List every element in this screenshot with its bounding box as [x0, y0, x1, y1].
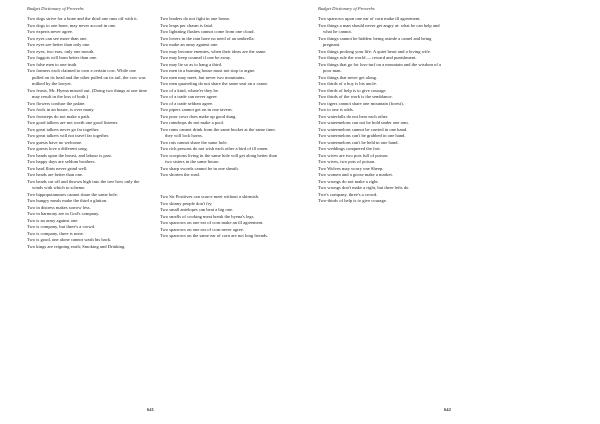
proverb-entry: Two thirds of a boy is his uncle.	[318, 81, 377, 86]
proverb-entry: Two women and a goose make a market.	[318, 172, 393, 177]
proverb-entry: Two eyes, two ears, only one mouth.	[27, 48, 95, 54]
proverb-entry: Two wrongs don't make a right, but three lefts do.	[318, 185, 410, 190]
proverb-entry: Two faggots will burn better than one.	[27, 55, 98, 60]
proverb-entry: Two dogs strive for a bone and the third one runs off with it.	[27, 16, 138, 21]
proverb-entry: Two smells of cooking meat break the hyena's legs.	[160, 213, 255, 219]
proverb-entry: Two leaps per chasm is fatal.	[160, 22, 214, 28]
proverb-entry: Two poor cows does make up good dung.	[160, 113, 237, 119]
proverb-entry: Two wrongs do not make a right.	[318, 178, 379, 184]
proverb-entry: Two scorpions living in the same hole will get along better than two sisters in the same house.	[160, 152, 277, 164]
proverb-entry: Two watermelons can't be grabbed in one hand.	[318, 133, 406, 138]
proverb-entry: Two pipers cannot get on in one tavern.	[160, 107, 233, 112]
page-number: 642	[444, 407, 451, 412]
proverb-entry: Two farmers each claimed to own a certain cow. While one pulled on its head and the other pulled on its tail, the cow was milked by the lawyer.	[27, 68, 146, 86]
proverb-entry: Two Sir Positives can scarce meet without a skirmish.	[160, 194, 260, 200]
entry-gap	[160, 183, 282, 190]
proverb-entry: Two-thirds of help is to give courage.	[318, 198, 387, 203]
proverb-entry: Two is company, but three's a crowd.	[27, 224, 96, 229]
proverb-entry: Two sparrows on the same ear of corn are not long friends.	[160, 233, 269, 239]
proverb-entry: Two in distress makes sorrow less.	[27, 204, 91, 210]
proverb-entry: Two may lie so as to hang a third.	[160, 61, 223, 67]
proverb-entry: Two watermelons cannot be carried in one hand.	[318, 126, 408, 132]
left-column	[318, 16, 442, 205]
proverb-entry: Two experts never agree.	[27, 29, 74, 34]
proverb-entry: Two rats cannot share the same hole.	[160, 139, 228, 145]
page-number: 641	[147, 407, 154, 412]
proverb-entry: Two things that go for loss-turf on a mountain and the wisdom of a poor man.	[318, 61, 442, 73]
proverb-entry: Two false men to one truth.	[27, 61, 78, 67]
proverb-entry: Two heads are better than one.	[27, 172, 84, 177]
right-page	[300, 0, 600, 424]
left-column	[27, 16, 147, 250]
proverb-entry: Two hands upon the breast, and labour is past.	[27, 152, 112, 158]
right-column	[160, 16, 282, 240]
proverb-entry: Two guests love a different song.	[27, 146, 88, 151]
proverb-entry: Two waterfalls do not hear each other.	[318, 113, 389, 119]
proverb-entry: Two small antelopes can beat a big one.	[160, 207, 234, 213]
proverb-entry: Two thirds of the work is the semblance.	[318, 94, 393, 99]
proverb-entry: Two hard flints never grind well.	[27, 165, 88, 171]
proverb-entry: Two of a kind, whate'er they be.	[160, 87, 219, 93]
proverb-entry: Two great talkers will not travel far together.	[27, 133, 110, 138]
proverb-entry: Two wives are two pots full of poison.	[318, 152, 389, 158]
proverb-entry: Two tigers cannot share one mountain (forest).	[318, 100, 404, 106]
proverb-entry: Two watermelons can not be hold under one arm.	[318, 120, 409, 125]
proverb-entry: Two good talkers are not worth one good listener.	[27, 120, 119, 125]
proverb-entry: Two things a man should never get angry at: what he can help and what he cannot.	[318, 22, 440, 34]
proverb-entry: Two of a trade can never agree.	[160, 94, 218, 99]
proverb-entry: Two rams cannot drink from the same bucket at the same time; they will lock horns.	[160, 126, 276, 138]
proverb-entry: Two eyes see better than only one.	[27, 42, 91, 47]
proverb-entry: Two weddings conquered the fort.	[318, 146, 381, 151]
proverb-entry: Two thirds of help is to give courage.	[318, 87, 387, 93]
running-head: Budget Dictionary of Proverbs	[318, 6, 375, 11]
proverb-entry: Two men may meet, but never two mountains.	[160, 74, 246, 80]
proverb-entry: Two heads cut off and thrown high into the tree how only the winds with which to scheme.	[27, 178, 140, 190]
proverb-entry: Two lovers in the rain have no need of an umbrella.	[160, 35, 255, 41]
proverb-entry: Two footsteps do not make a path.	[27, 113, 91, 119]
proverb-entry: Two guests have no welcome.	[27, 139, 83, 145]
proverb-entry: Two hippopotamuses cannot share the same hole.	[27, 191, 118, 197]
proverb-entry: Two is an army against one.	[27, 217, 79, 223]
proverb-entry: Two leaders do not fight in one house.	[160, 16, 231, 21]
proverb-entry: Two feasts, Mr. Hyena missed out. (Doing two things at one time may result in the loss of both.)	[27, 87, 147, 99]
proverb-entry: Two dogs to one bone, may never accord in one.	[27, 22, 117, 28]
proverb-entry: Two may become enemies, when their ideas are the same.	[160, 48, 267, 54]
proverb-entry: Two in harmony are in God's company.	[27, 211, 100, 216]
proverb-entry: Two kings are reigning earth; Smoking and Drinking.	[27, 243, 126, 249]
proverb-entry: Two eyes can see more than one.	[27, 35, 88, 41]
proverb-entry: Two shorten the road.	[160, 172, 200, 177]
proverb-entry: Two great talkers never go far together.	[27, 126, 100, 132]
proverb-entry: Two things prolong your life: A quiet heart and a loving wife.	[318, 48, 431, 54]
proverb-entry: Two things cannot be hidden: being astride a camel and being pregnant.	[318, 35, 432, 47]
proverb-entry: Two raindrops do not make a pool.	[160, 120, 225, 125]
proverb-entry: Two is company, three is none.	[27, 230, 84, 236]
proverb-entry: Two sparrows upon one ear of corn make ill agreement.	[318, 16, 421, 21]
proverb-entry: Two men quarreling do not share the same seat on a canoe.	[160, 81, 269, 86]
proverb-entry: Two fools in an house, is over many.	[27, 107, 95, 112]
proverb-entry: Two flowers confuse the palate.	[27, 100, 86, 106]
proverb-entry: Two is good, one alone cannot wash his back.	[27, 237, 112, 242]
proverb-entry: Two things that never get along.	[318, 74, 378, 80]
proverb-entry: Two skinny people don't fry.	[160, 200, 213, 206]
proverb-entry: Two of a trade seldom agree.	[160, 100, 214, 106]
proverb-entry: Two watermelons can't be held in one hand.	[318, 139, 399, 145]
proverb-entry: Two lightning flashes cannot come from one cloud.	[160, 29, 255, 34]
proverb-entry: Two men in a burning house must not stop to argue.	[160, 68, 256, 73]
proverb-entry: Two sparrows on one ear of corn never agree.	[160, 226, 244, 232]
proverb-entry: Two make an army against one.	[160, 42, 219, 47]
proverb-entry: Two things rule the world — reward and punishment.	[318, 55, 417, 60]
proverb-entry: Two's company, three's a crowd.	[318, 191, 378, 197]
proverb-entry: Two wives, two pots of poison.	[318, 159, 376, 164]
proverb-entry: Two rich persons do not wish each other a bird of ill omen.	[160, 146, 269, 151]
proverb-entry: Two happy days are seldom brothers.	[27, 159, 96, 164]
proverb-entry: Two to one is odds.	[318, 107, 354, 112]
proverb-entry: Two sharp swords cannot be in one sheath.	[160, 165, 239, 171]
proverb-entry: Two Wolves may worry one Sheep.	[318, 165, 384, 171]
proverb-entry: Two sparrows on one ear of corn make an ill agreement.	[160, 220, 264, 226]
proverb-entry: Two hungry meals make the third a glutton.	[27, 198, 108, 203]
proverb-entry: Two may keep counsel if one be away.	[160, 55, 232, 60]
running-head: Budget Dictionary of Proverbs	[27, 6, 84, 11]
